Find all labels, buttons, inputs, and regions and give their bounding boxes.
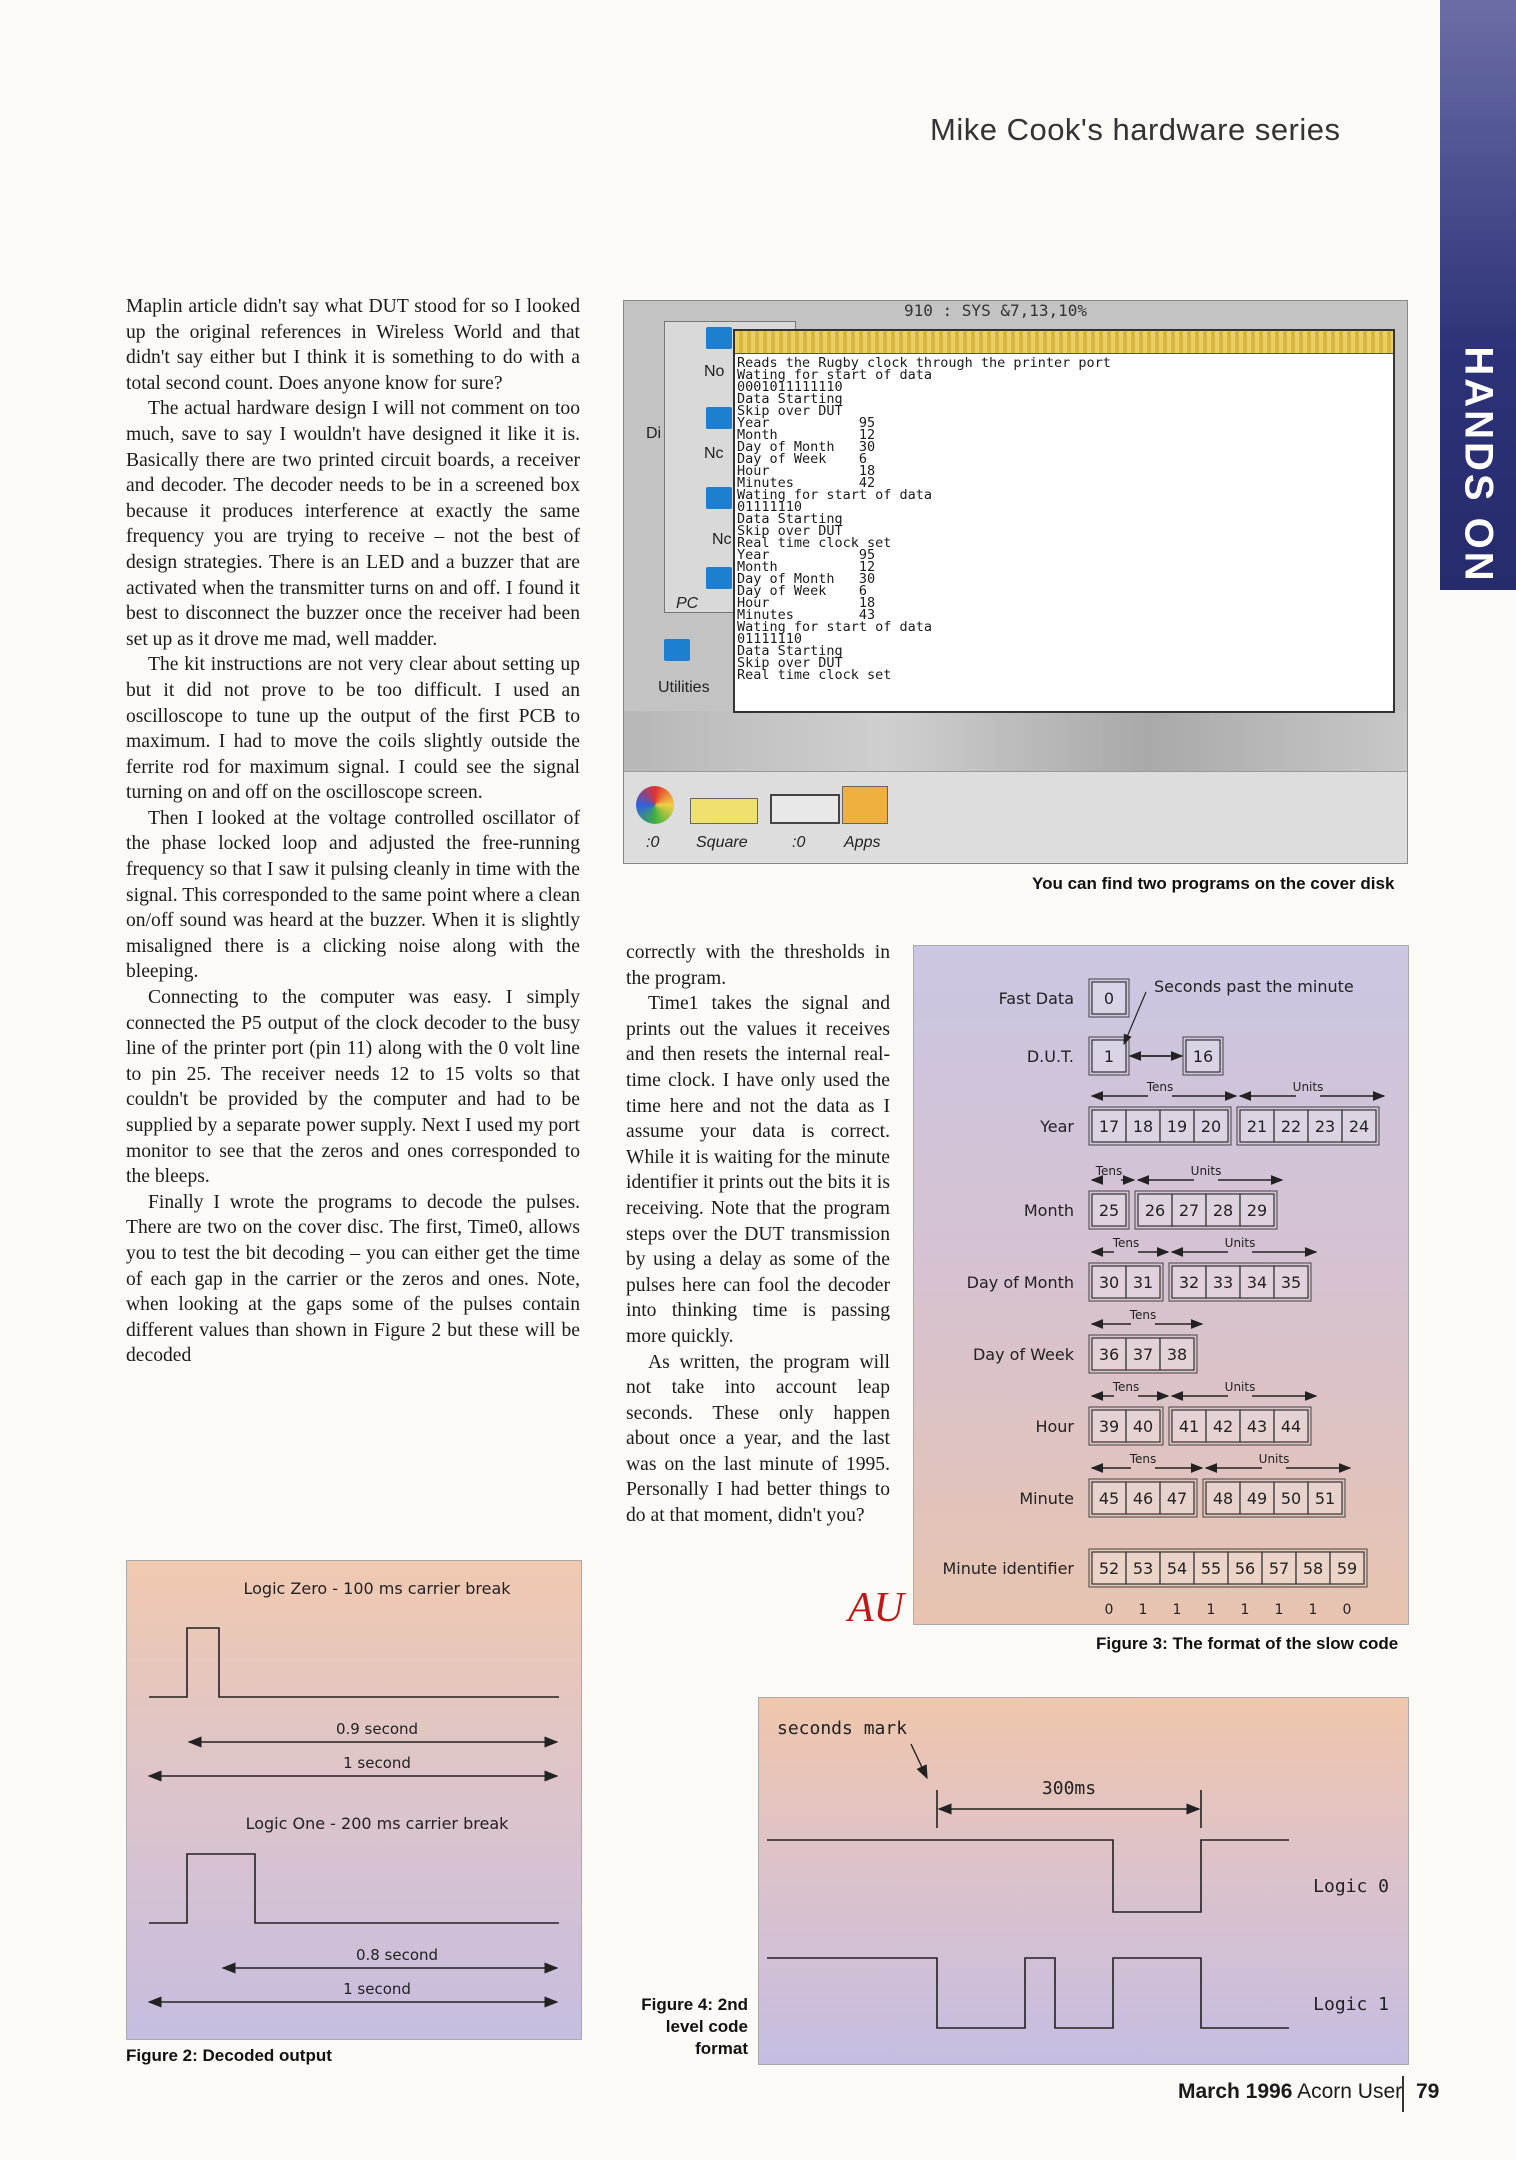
- bit-number: 41: [1178, 1417, 1200, 1436]
- paragraph: Connecting to the computer was easy. I simply connected the P5 output of the clock decoder to the busy line of the printer port (pin 11) along with the 0 volt line to pin 25. The receiver needs 12 to 15 volts so that couldn't be provided by the computer and had to be supplied by a separate power supply. Next I used my port monitor to see that the zeros and ones corresponded to the bleeps.: [126, 987, 580, 1188]
- bit-number: 31: [1132, 1273, 1154, 1292]
- folder-icon: [706, 487, 732, 509]
- iconbar-label: Apps: [844, 834, 881, 851]
- identifier-bit-value: 0: [1104, 1602, 1114, 1618]
- bit-number: 26: [1144, 1201, 1166, 1220]
- screenshot-caption: You can find two programs on the cover disk: [1032, 874, 1395, 893]
- bit-number: 36: [1098, 1345, 1120, 1364]
- terminal-line: Day of Month 30: [737, 439, 876, 455]
- icon-label: Nc: [704, 445, 724, 462]
- field-label: Year: [1040, 1117, 1074, 1136]
- bit-number: 44: [1280, 1417, 1302, 1436]
- figure-3-caption: Figure 3: The format of the slow code: [1096, 1634, 1399, 1653]
- paragraph: The actual hardware design I will not comment on too much, save to say I wouldn't have designed it like it is. Basically there are two printed circuit boards, a receiver and decoder. The decoder needs to be in a screened box because it produces interference at exactly the same frequency you are trying to receive – not the best of design strategies. There is an LED and a buzzer that are activated when the transmitter turns on and off. I found it best to disconnect the buzzer once the receiver had been set up as it drove me mad, well madder.: [126, 398, 580, 650]
- paragraph: As written, the program will not take into account leap seconds. These only happen about once a year, and the last was on the last minute of 1995. Personally I had better things to do at that moment, didn't you?: [626, 1351, 890, 1527]
- identifier-bit-value: 1: [1240, 1602, 1250, 1618]
- bit-number: 45: [1098, 1489, 1120, 1508]
- bit-number: 21: [1246, 1117, 1268, 1136]
- bit-number: 29: [1246, 1201, 1268, 1220]
- figure-3: [913, 945, 1409, 1625]
- bit-number: 52: [1098, 1559, 1120, 1578]
- group-heading: Units: [1292, 1080, 1324, 1094]
- bit-number: 51: [1314, 1489, 1336, 1508]
- terminal-line: Day of Week 6: [737, 583, 868, 599]
- group-heading: Units: [1258, 1452, 1290, 1466]
- icon-label: Nc: [712, 531, 732, 548]
- paragraph: correctly with the thresholds in the program.: [626, 942, 890, 989]
- seconds-mark-label: seconds mark: [777, 1718, 908, 1739]
- bit-number: 17: [1098, 1117, 1120, 1136]
- logic-zero-title: Logic Zero - 100 ms carrier break: [243, 1579, 511, 1598]
- bit-number: 39: [1098, 1417, 1120, 1436]
- terminal-line: Month 12: [737, 559, 876, 575]
- pointer-arrow: [911, 1744, 927, 1778]
- terminal-line: Wating for start of data: [737, 367, 933, 383]
- series-heading: Mike Cook's hardware series: [930, 112, 1341, 147]
- logic-0-waveform: [767, 1840, 1289, 1912]
- bit-number: 16: [1192, 1047, 1214, 1066]
- identifier-bit-value: 1: [1172, 1602, 1182, 1618]
- bit-number: 47: [1166, 1489, 1188, 1508]
- terminal-line: Month 12: [737, 427, 876, 443]
- terminal-line: Real time clock set: [737, 667, 892, 683]
- terminal-line: Data Starting: [737, 391, 843, 407]
- article-column-1: [126, 294, 580, 1369]
- terminal-line: Minutes 43: [737, 607, 876, 623]
- footer-divider: [1402, 2076, 1404, 2112]
- terminal-line: Day of Week 6: [737, 451, 868, 467]
- one-short-label: 0.8 second: [355, 1946, 439, 1964]
- iconbar-label: :0: [792, 834, 806, 851]
- paragraph: Maplin article didn't say what DUT stood for so I looked up the original references in Wireless World and that didn't say either but I think it is something to do with a total second count. Does anyone know for sure?: [126, 296, 580, 394]
- harddisc-icon[interactable]: [690, 798, 758, 824]
- field-label: Minute identifier: [942, 1559, 1074, 1578]
- magazine-name: Acorn User: [1297, 2080, 1403, 2103]
- terminal-line: Data Starting: [737, 643, 843, 659]
- group-heading: Units: [1224, 1380, 1256, 1394]
- cd-drive-icon[interactable]: [636, 786, 674, 824]
- terminal-line: Reads the Rugby clock through the printer port: [737, 355, 1111, 371]
- paragraph: Time1 takes the signal and prints out the values it receives and then resets the internal real-time clock. I have only used the time here and not the data as I assume your data is correct. While it is waiting for the minute identifier it prints out the bits it is receiving. Note that the program steps over the DUT transmission by using a delay as some of the pulses here can fool the decoder into thinking time is passing more quickly.: [626, 993, 890, 1347]
- bit-number: 57: [1268, 1559, 1290, 1578]
- terminal-line: Skip over DUT: [737, 655, 843, 671]
- identifier-bit-value: 0: [1342, 1602, 1352, 1618]
- terminal-output: [735, 354, 1393, 681]
- bit-number: 43: [1246, 1417, 1268, 1436]
- folder-icon: [706, 567, 732, 589]
- terminal-line: Skip over DUT: [737, 403, 843, 419]
- bit-number: 37: [1132, 1345, 1154, 1364]
- logic-one-waveform: [149, 1854, 559, 1923]
- terminal-line: Hour 18: [737, 595, 876, 611]
- iconbar-label: Square: [696, 834, 748, 851]
- figure-4-caption: Figure 4: 2nd level code format: [641, 1995, 748, 2058]
- acorn-user-logo: AU: [848, 1585, 904, 1631]
- bit-number: 33: [1212, 1273, 1234, 1292]
- field-label: Hour: [1035, 1417, 1074, 1436]
- bit-number: 34: [1246, 1273, 1268, 1292]
- terminal-line: 0001011111110: [737, 379, 843, 395]
- bit-number: 32: [1178, 1273, 1200, 1292]
- group-heading: Tens: [1095, 1164, 1123, 1178]
- iconbar-label: :0: [646, 834, 660, 851]
- seconds-label: Seconds past the minute: [1154, 977, 1354, 996]
- field-label: Day of Week: [972, 1345, 1074, 1364]
- field-label: D.U.T.: [1026, 1047, 1074, 1066]
- bit-number: 46: [1132, 1489, 1154, 1508]
- bit-number: 30: [1098, 1273, 1120, 1292]
- logic-0-label: Logic 0: [1313, 1876, 1389, 1897]
- group-heading: Tens: [1112, 1380, 1140, 1394]
- identifier-bit-value: 1: [1206, 1602, 1216, 1618]
- group-heading: Tens: [1146, 1080, 1174, 1094]
- apps-folder-icon[interactable]: [842, 786, 888, 824]
- bit-number: 22: [1280, 1117, 1302, 1136]
- field-label: Fast Data: [998, 989, 1074, 1008]
- bit-number: 53: [1132, 1559, 1154, 1578]
- field-label: Minute: [1019, 1489, 1074, 1508]
- program-listing-line: 910 : SYS &7,13,10%: [904, 301, 1088, 320]
- terminal-line: Day of Month 30: [737, 571, 876, 587]
- bit-number: 19: [1166, 1117, 1188, 1136]
- terminal-line: 01111110: [737, 631, 803, 647]
- bit-number: 28: [1212, 1201, 1234, 1220]
- terminal-line: Year 95: [737, 415, 876, 431]
- figure-3-diagram: [914, 946, 1408, 1624]
- group-heading: Tens: [1129, 1452, 1157, 1466]
- page-footer: [1178, 2080, 1402, 2104]
- logic-1-waveform: [767, 1958, 1289, 2028]
- section-tab-label: HANDS ON: [1456, 346, 1501, 584]
- floppy-drive-icon[interactable]: [770, 794, 840, 824]
- identifier-bit-value: 1: [1308, 1602, 1318, 1618]
- figure-4-diagram: [759, 1698, 1408, 2064]
- figure-2-diagram: [127, 1561, 581, 2039]
- identifier-bit-value: 1: [1138, 1602, 1148, 1618]
- terminal-title-bar: [735, 331, 1393, 354]
- article-column-2: [626, 940, 890, 1529]
- icon-bar: [624, 771, 1407, 864]
- identifier-bit-value: 1: [1274, 1602, 1284, 1618]
- field-label: Month: [1023, 1201, 1074, 1220]
- one-long-label: 1 second: [343, 1980, 411, 1998]
- bit-number: 49: [1246, 1489, 1268, 1508]
- group-heading: Units: [1224, 1236, 1256, 1250]
- terminal-line: Wating for start of data: [737, 487, 933, 503]
- zero-long-label: 1 second: [343, 1754, 411, 1772]
- terminal-line: Data Starting: [737, 511, 843, 527]
- bit-number: 54: [1166, 1559, 1188, 1578]
- bit-number: 18: [1132, 1117, 1154, 1136]
- terminal-line: Minutes 42: [737, 475, 876, 491]
- logic-1-label: Logic 1: [1313, 1994, 1389, 2015]
- folder-icon: [706, 407, 732, 429]
- bit-number: 59: [1336, 1559, 1358, 1578]
- terminal-window: [733, 329, 1395, 713]
- riscos-screenshot: [623, 300, 1408, 864]
- seconds-pointer: [1124, 992, 1146, 1044]
- terminal-line: 01111110: [737, 499, 803, 515]
- bit-number: 42: [1212, 1417, 1234, 1436]
- logic-zero-waveform: [149, 1628, 559, 1697]
- terminal-line: Year 95: [737, 547, 876, 563]
- figure-4: [758, 1697, 1409, 2065]
- terminal-line: Hour 18: [737, 463, 876, 479]
- bit-number: 27: [1178, 1201, 1200, 1220]
- bit-number: 50: [1280, 1489, 1302, 1508]
- field-label: Day of Month: [966, 1273, 1074, 1292]
- page-number: 79: [1416, 2080, 1440, 2103]
- terminal-line: Skip over DUT: [737, 523, 843, 539]
- zero-short-label: 0.9 second: [335, 1720, 419, 1738]
- icon-label: PC: [676, 595, 699, 612]
- bit-number: 24: [1348, 1117, 1370, 1136]
- paragraph: The kit instructions are not very clear about setting up but it did not prove to be too difficult. I used an oscilloscope to tune up the output of the first PCB to maximum. I had to move the coils slightly outside the ferrite rod for maximum signal. I could see the signal turning on and off on the oscilloscope screen.: [126, 654, 580, 804]
- bit-number: 23: [1314, 1117, 1336, 1136]
- desktop-backdrop: [624, 711, 1407, 771]
- logic-one-title: Logic One - 200 ms carrier break: [245, 1814, 509, 1833]
- duration-label: 300ms: [1041, 1778, 1097, 1799]
- group-heading: Units: [1190, 1164, 1222, 1178]
- paragraph: Finally I wrote the programs to decode the pulses. There are two on the cover disc. The first, Time0, allows you to test the bit decoding – you can either get the time of each gap in the carrier or the zeros and ones. Note, when looking at the gaps some of the pulses contain different values than shown in Figure 2 but these will be decoded: [126, 1191, 580, 1367]
- bit-number: 48: [1212, 1489, 1234, 1508]
- terminal-line: Wating for start of data: [737, 619, 933, 635]
- icon-label: Utilities: [658, 679, 710, 696]
- issue-date: March 1996: [1178, 2080, 1293, 2103]
- figure-2: [126, 1560, 582, 2040]
- figure-2-caption: Figure 2: Decoded output: [126, 2046, 332, 2065]
- terminal-line: Real time clock set: [737, 535, 892, 551]
- bit-number: 40: [1132, 1417, 1154, 1436]
- bit-number: 20: [1200, 1117, 1222, 1136]
- bit-number: 1: [1103, 1047, 1115, 1066]
- bit-number: 56: [1234, 1559, 1256, 1578]
- bit-number: 35: [1280, 1273, 1302, 1292]
- bit-number: 25: [1098, 1201, 1120, 1220]
- bit-number: 0: [1103, 989, 1115, 1008]
- bit-number: 58: [1302, 1559, 1324, 1578]
- icon-label: Di: [646, 425, 662, 442]
- bit-number: 38: [1166, 1345, 1188, 1364]
- paragraph: Then I looked at the voltage controlled oscillator of the phase locked loop and adjusted the free-running frequency so that I saw it pulsing cleanly in time with the signal. This corresponded to the same point where a clean on/off sound was heard at the buzzer. When it is slightly misaligned there is a clicking noise along with the bleeping.: [126, 807, 580, 983]
- bit-number: 55: [1200, 1559, 1222, 1578]
- icon-label: No: [704, 363, 725, 380]
- group-heading: Tens: [1129, 1308, 1157, 1322]
- group-heading: Tens: [1112, 1236, 1140, 1250]
- folder-icon: [706, 327, 732, 349]
- folder-icon: [664, 639, 690, 661]
